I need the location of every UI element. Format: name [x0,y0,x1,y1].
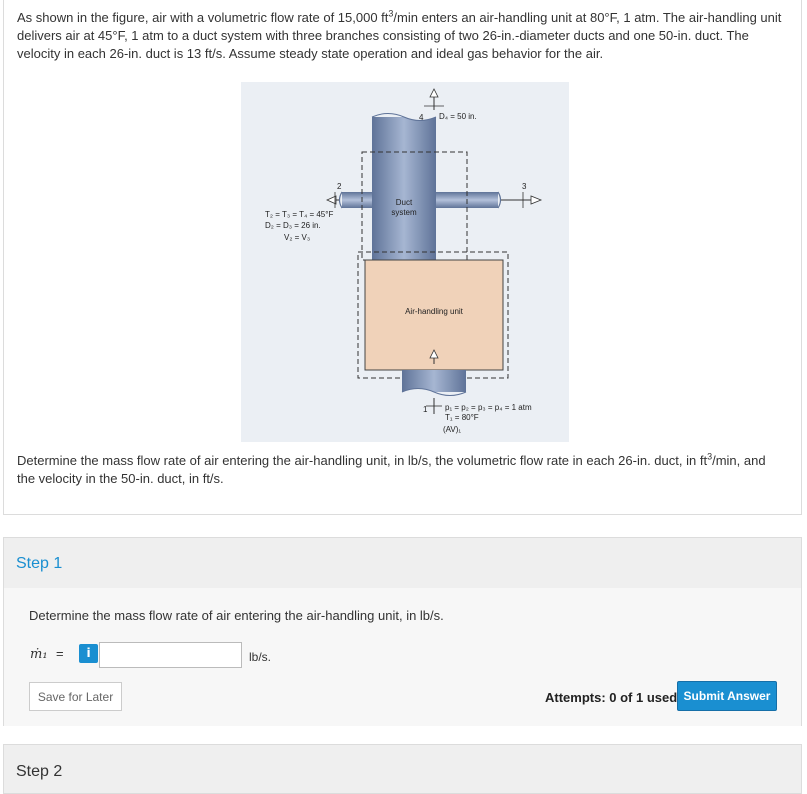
label-pressures: p₁ = p₂ = p₃ = p₄ = 1 atm [445,403,532,412]
label-3: 3 [522,182,527,191]
duct-system-line2: system [391,208,417,217]
mass-flow-input[interactable] [99,642,242,668]
label-temps: T₂ = T₃ = T₄ = 45°F [265,210,334,219]
step1-card [3,537,802,726]
question-card [3,0,802,515]
step2-card[interactable] [3,744,802,794]
label-t1: T₁ = 80°F [445,413,479,422]
branch-left [342,192,372,208]
label-1: 1 [423,405,428,414]
question-intro: As shown in the figure, air with a volumetric flow rate of 15,000 $ft^3/\min$ enters an air-handling unit at 80°F, 1 atm. The air-handling unit delivers air at 45°F, 1 atm to a duct system with three branches consisting of two 26-in.-diameter ducts and one 50-in. duct. The velocity in each 26-in. duct is 13 ft/s. Assume steady state operation and ideal gas behavior for the air. [17,8,782,61]
save-for-later-button[interactable]: Save for Later [29,682,122,711]
step1-title: Step 1 [16,555,63,572]
label-diams: D₂ = D₃ = 26 in. [265,221,321,230]
info-icon[interactable]: i [79,644,98,663]
mass-flow-variable: ṁ₁ [30,647,48,662]
unit-label: lb/s. [249,650,272,664]
duct-system-line1: Duct [395,198,413,207]
label-d4: D₄ = 50 in. [439,112,477,121]
attempts-counter: Attempts: 0 of 1 used [545,690,678,705]
main-duct [372,117,436,260]
question-prompt: Determine the mass flow rate of air entering the air-handling unit, in lb/s, the volumetric flow rate in each 26-in. duct, in $ft^3/\min$, and the velocity in the 50-in. duct, in ft/s. [17,451,766,486]
step1-body [4,588,801,726]
label-2: 2 [337,182,342,191]
air-handling-figure [241,82,569,442]
submit-answer-button[interactable]: Submit Answer [677,681,777,711]
air-handling-unit-label: Air-handling unit [405,307,463,316]
label-av1: (AV)₁ [443,425,462,434]
label-vels: V₂ = V₃ [284,233,311,242]
step1-prompt: Determine the mass flow rate of air entering the air-handling unit, in lb/s. [29,608,444,623]
equals-sign: = [56,646,64,661]
arrow-up-top-icon [430,89,438,97]
step2-title: Step 2 [16,763,63,780]
label-4: 4 [419,113,424,122]
figure-svg [241,82,569,442]
step1-header [4,538,801,589]
arrow-right-icon [531,196,541,204]
